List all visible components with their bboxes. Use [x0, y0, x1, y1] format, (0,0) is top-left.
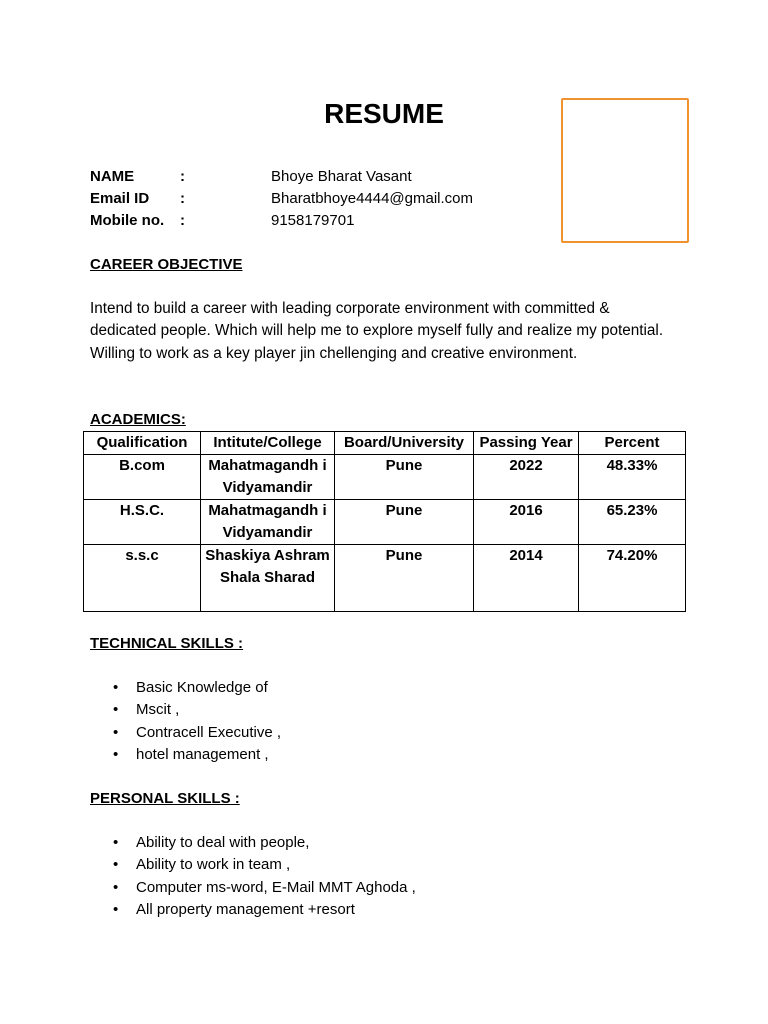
- table-cell: 74.20%: [579, 545, 686, 612]
- technical-skills-list: [90, 677, 281, 766]
- bullet-icon: •: [113, 679, 119, 696]
- academics-table: [83, 431, 686, 612]
- list-item: • Contracell Executive ,: [90, 722, 281, 744]
- bullet-icon: •: [113, 701, 119, 719]
- mobile-colon: :: [180, 212, 185, 229]
- table-cell: Mahatmagandh i Vidyamandir: [201, 500, 335, 545]
- mobile-value: 9158179701: [271, 212, 355, 229]
- column-header: Passing Year: [474, 432, 579, 455]
- photo-placeholder: [561, 98, 689, 243]
- academics-heading: ACADEMICS:: [90, 411, 186, 428]
- list-item: • hotel management ,: [90, 744, 281, 766]
- table-cell: 48.33%: [579, 455, 686, 500]
- table-row: [84, 545, 686, 612]
- bullet-icon: •: [113, 834, 119, 851]
- career-objective-heading: CAREER OBJECTIVE: [90, 256, 243, 273]
- table-cell: Pune: [335, 455, 474, 500]
- list-item: • All property management +resort: [90, 899, 416, 921]
- bullet-icon: •: [113, 745, 119, 763]
- column-header: Intitute/College: [201, 432, 335, 455]
- table-cell: Shaskiya Ashram Shala Sharad: [201, 545, 335, 612]
- table-cell: H.S.C.: [84, 500, 201, 545]
- table-header-row: [84, 432, 686, 455]
- list-item: • Mscit ,: [90, 699, 281, 721]
- list-item: • Ability to work in team ,: [90, 854, 416, 876]
- email-colon: :: [180, 190, 185, 207]
- bullet-icon: •: [113, 856, 119, 874]
- email-label: Email ID: [90, 190, 150, 207]
- table-cell: s.s.c: [84, 545, 201, 612]
- personal-skills-heading: PERSONAL SKILLS :: [90, 790, 240, 807]
- column-header: Board/University: [335, 432, 474, 455]
- table-cell: 2016: [474, 500, 579, 545]
- bullet-icon: •: [113, 900, 119, 918]
- name-colon: :: [180, 168, 185, 185]
- table-cell: 2022: [474, 455, 579, 500]
- email-value: Bharatbhoye4444@gmail.com: [271, 190, 474, 207]
- column-header: Qualification: [84, 432, 201, 455]
- column-header: Percent: [579, 432, 686, 455]
- table-cell: Pune: [335, 545, 474, 612]
- bullet-icon: •: [113, 878, 119, 896]
- table-cell: Pune: [335, 500, 474, 545]
- bullet-icon: •: [113, 723, 119, 741]
- table-row: [84, 500, 686, 545]
- table-cell: B.com: [84, 455, 201, 500]
- table-row: [84, 455, 686, 500]
- mobile-label: Mobile no.: [90, 212, 165, 229]
- table-cell: Mahatmagandh i Vidyamandir: [201, 455, 335, 500]
- technical-skills-heading: TECHNICAL SKILLS :: [90, 635, 244, 652]
- career-objective-text: Intend to build a career with leading corporate environment with committed & dedicated people. Which will help me to explore myself fully and realize my potential. Willing to work as a key player jin chellenging and creative environment.: [90, 300, 664, 362]
- list-item: • Ability to deal with people,: [90, 832, 416, 854]
- list-item: • Computer ms-word, E-Mail MMT Aghoda ,: [90, 877, 416, 899]
- table-cell: 65.23%: [579, 500, 686, 545]
- table-cell: 2014: [474, 545, 579, 612]
- personal-skills-list: [90, 832, 416, 921]
- name-value: Bhoye Bharat Vasant: [271, 168, 412, 185]
- list-item: • Basic Knowledge of: [90, 677, 281, 699]
- name-label: NAME: [90, 168, 135, 185]
- resume-title: RESUME: [324, 98, 444, 129]
